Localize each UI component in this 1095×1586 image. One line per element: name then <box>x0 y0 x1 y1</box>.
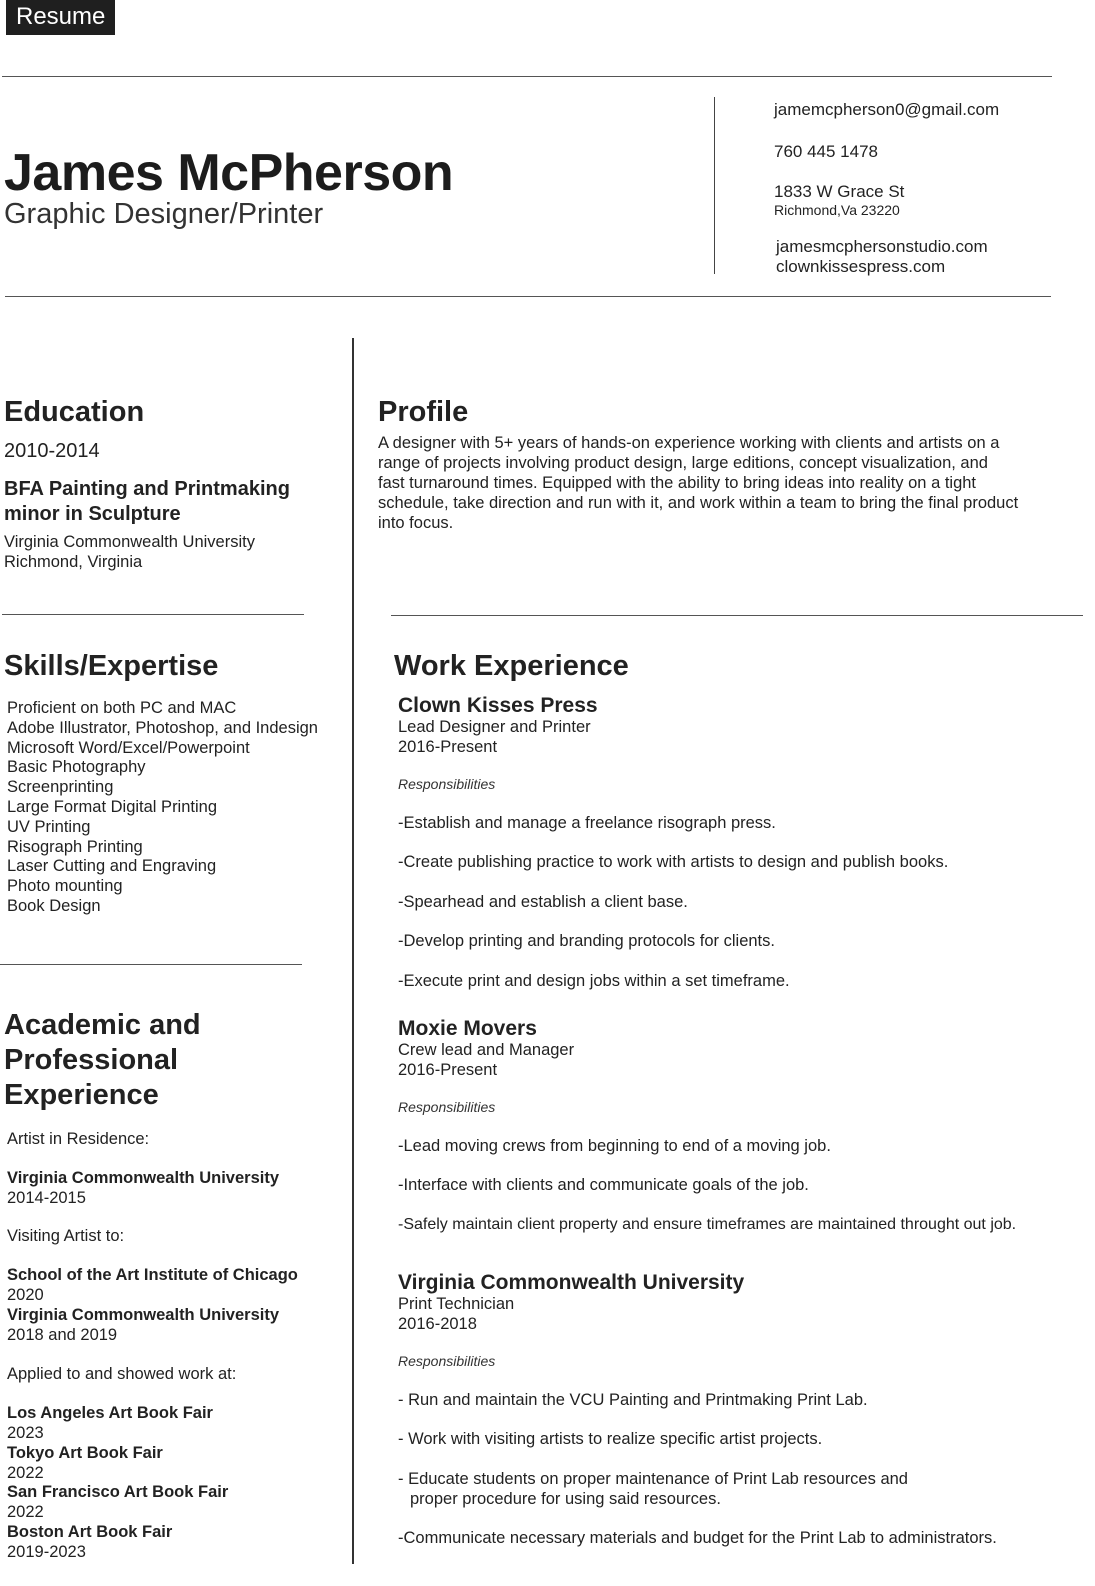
visiting-year: 2020 <box>7 1286 44 1304</box>
academic-heading-line: Experience <box>4 1079 159 1111</box>
responsibility-item: -Lead moving crews from beginning to end of a moving job. <box>398 1137 831 1155</box>
academic-heading <box>4 1008 201 1113</box>
fair-year: 2019-2023 <box>7 1543 86 1561</box>
header-vertical-divider <box>714 97 715 274</box>
website-link-press[interactable]: clownkissespress.com <box>776 257 946 276</box>
address-line2: Richmond,Va 23220 <box>774 202 900 218</box>
responsibilities-label: Responsibilities <box>398 1353 496 1369</box>
fair-name: Los Angeles Art Book Fair <box>7 1404 213 1422</box>
residence-years: 2014-2015 <box>7 1189 86 1207</box>
profile-line: A designer with 5+ years of hands-on experience working with clients and artists on a <box>378 434 1000 452</box>
education-school: Virginia Commonwealth University <box>4 533 255 551</box>
visiting-org: School of the Art Institute of Chicago <box>7 1266 298 1284</box>
visiting-year: 2018 and 2019 <box>7 1326 118 1344</box>
responsibility-item: -Interface with clients and communicate goals of the job. <box>398 1176 809 1194</box>
job-dates: 2016-Present <box>398 738 498 756</box>
responsibility-item: -Communicate necessary materials and budget for the Print Lab to administrators. <box>398 1529 997 1547</box>
education-divider <box>2 614 304 615</box>
responsibility-item: -Create publishing practice to work with artists to design and publish books. <box>398 853 949 871</box>
fair-name: San Francisco Art Book Fair <box>7 1483 229 1501</box>
job-role: Print Technician <box>398 1295 515 1313</box>
fair-year: 2022 <box>7 1503 44 1521</box>
responsibility-item: - Work with visiting artists to realize specific artist projects. <box>398 1430 823 1448</box>
academic-heading-line: Academic and <box>4 1009 201 1041</box>
responsibility-item: -Establish and manage a freelance risograph press. <box>398 814 776 832</box>
education-years: 2010-2014 <box>4 440 100 462</box>
responsibility-item: - Run and maintain the VCU Painting and Printmaking Print Lab. <box>398 1391 868 1409</box>
responsibilities-label: Responsibilities <box>398 776 496 792</box>
fair-year: 2022 <box>7 1464 44 1482</box>
profile-heading: Profile <box>378 396 469 428</box>
residence-label: Artist in Residence: <box>7 1130 150 1148</box>
person-title: Graphic Designer/Printer <box>4 198 324 230</box>
work-heading: Work Experience <box>394 650 629 682</box>
degree-line-1: BFA Painting and Printmaking <box>4 478 290 500</box>
fair-name: Tokyo Art Book Fair <box>7 1444 163 1462</box>
visiting-org: Virginia Commonwealth University <box>7 1306 280 1324</box>
skill-item: Photo mounting <box>7 877 123 896</box>
skill-item: UV Printing <box>7 817 91 836</box>
education-location: Richmond, Virginia <box>4 553 143 571</box>
skill-item: Basic Photography <box>7 758 146 777</box>
profile-line: schedule, take direction and run with it, and work within a team to bring the final product <box>378 494 1019 512</box>
fair-name: Boston Art Book Fair <box>7 1523 173 1541</box>
header-top-divider <box>2 76 1052 77</box>
skill-item: Book Design <box>7 896 101 915</box>
responsibilities-label: Responsibilities <box>398 1099 496 1115</box>
skill-item: Microsoft Word/Excel/Powerpoint <box>7 738 250 757</box>
profile-divider <box>391 615 1083 616</box>
website-link-studio[interactable]: jamesmcphersonstudio.com <box>776 237 988 256</box>
profile-line: into focus. <box>378 514 454 532</box>
profile-text <box>378 433 1078 533</box>
education-degree <box>4 477 290 527</box>
skills-heading: Skills/Expertise <box>4 650 219 682</box>
skill-item: Screenprinting <box>7 778 114 797</box>
job-company: Clown Kisses Press <box>398 694 598 717</box>
phone-text: 760 445 1478 <box>774 142 878 161</box>
job-company: Moxie Movers <box>398 1017 537 1040</box>
responsibility-item: -Develop printing and branding protocols for clients. <box>398 932 775 950</box>
job-role: Lead Designer and Printer <box>398 718 591 736</box>
responsibility-item: - Educate students on proper maintenance of Print Lab resources and <box>398 1470 908 1488</box>
responsibility-item: -Execute print and design jobs within a set timeframe. <box>398 972 790 990</box>
skill-item: Large Format Digital Printing <box>7 797 218 816</box>
visiting-label: Visiting Artist to: <box>7 1227 125 1245</box>
header-bottom-divider <box>5 296 1051 297</box>
job-role: Crew lead and Manager <box>398 1041 575 1059</box>
applied-label: Applied to and showed work at: <box>7 1365 237 1383</box>
person-name: James McPherson <box>4 144 454 202</box>
skills-divider <box>0 964 302 965</box>
responsibility-item: -Spearhead and establish a client base. <box>398 893 688 911</box>
skill-item: Adobe Illustrator, Photoshop, and Indesign <box>7 718 318 737</box>
skill-item: Proficient on both PC and MAC <box>7 699 237 717</box>
job-dates: 2016-2018 <box>398 1315 477 1333</box>
email-text[interactable]: jamemcpherson0@gmail.com <box>774 100 1000 119</box>
fair-year: 2023 <box>7 1424 44 1442</box>
skill-item: Laser Cutting and Engraving <box>7 857 217 876</box>
skills-list <box>7 699 318 917</box>
address-line1: 1833 W Grace St <box>774 182 905 201</box>
profile-line: fast turnaround times. Equipped with the ability to bring ideas into reality on a tight <box>378 474 977 492</box>
responsibility-item: -Safely maintain client property and ensure timeframes are maintained throught out job. <box>398 1216 1017 1233</box>
academic-heading-line: Professional <box>4 1044 179 1076</box>
responsibility-item-continued: proper procedure for using said resources. <box>410 1490 721 1508</box>
education-heading: Education <box>4 396 145 428</box>
resume-tab[interactable]: Resume <box>6 0 115 35</box>
job-company: Virginia Commonwealth University <box>398 1271 745 1294</box>
skill-item: Risograph Printing <box>7 837 143 856</box>
job-dates: 2016-Present <box>398 1061 498 1079</box>
degree-line-2: minor in Sculpture <box>4 503 181 525</box>
residence-org: Virginia Commonwealth University <box>7 1169 280 1187</box>
profile-line: range of projects involving product design, large editions, concept visualization, and <box>378 454 988 472</box>
column-divider <box>352 338 354 1564</box>
